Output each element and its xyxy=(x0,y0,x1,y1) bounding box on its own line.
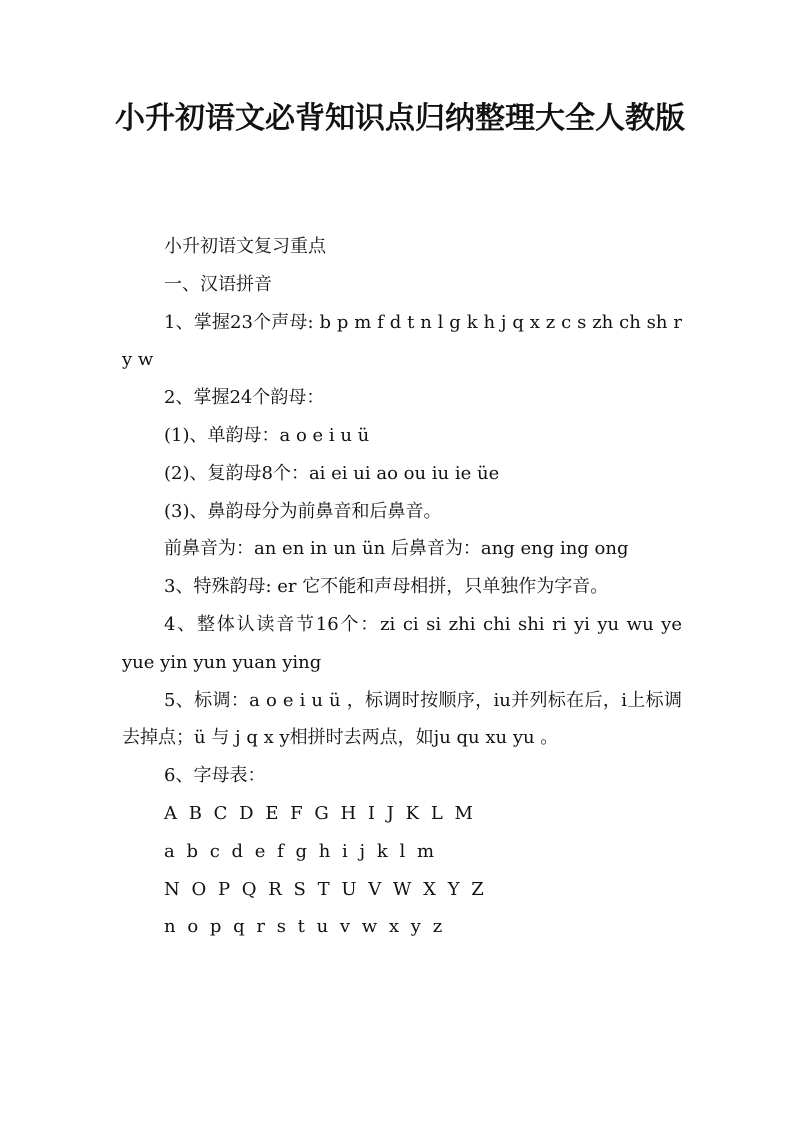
document-title: 小升初语文必背知识点归纳整理大全人教版 xyxy=(115,101,685,136)
nasal-finals-paragraph: (3)、鼻韵母分为前鼻音和后鼻音。 xyxy=(164,500,442,522)
whole-syllables-paragraph: 4、整体认读音节16个：zi ci si zhi chi shi ri yi yu wu ye yue yin yun yuan ying xyxy=(122,613,682,673)
document-body xyxy=(122,228,682,946)
finals-heading: 2、掌握24个韵母： xyxy=(164,387,325,409)
alphabet-row-lower-2: n o p q r s t u v w x y z xyxy=(164,916,446,938)
alphabet-heading: 6、字母表： xyxy=(164,765,266,787)
pinyin-heading: 一、汉语拼音 xyxy=(164,273,272,295)
alphabet-row-upper-1: A B C D E F G H I J K L M xyxy=(164,802,476,824)
tone-marking-paragraph: 5、标调：a o e i u ü ，标调时按顺序，iu并列标在后，i上标调去掉点；ü 与 j q x y相拼时去两点，如ju qu xu yu 。 xyxy=(122,689,682,749)
compound-finals-paragraph: (2)、复韵母8个：ai ei ui ao ou iu ie üe xyxy=(164,462,500,484)
initials-paragraph: 1、掌握23个声母: b p m f d t n l g k h j q x z c s zh ch sh r y w xyxy=(122,311,682,371)
section-heading: 小升初语文复习重点 xyxy=(164,236,326,257)
special-final-paragraph: 3、特殊韵母: er 它不能和声母相拼，只单独作为字音。 xyxy=(164,576,609,598)
alphabet-row-lower-1: a b c d e f g h i j k l m xyxy=(164,840,438,862)
nasal-sounds-paragraph: 前鼻音为：an en in un ün 后鼻音为：ang eng ing ong xyxy=(164,538,629,560)
simple-finals-paragraph: (1)、单韵母：a o e i u ü xyxy=(164,424,370,446)
alphabet-row-upper-2: N O P Q R S T U V W X Y Z xyxy=(164,878,487,900)
